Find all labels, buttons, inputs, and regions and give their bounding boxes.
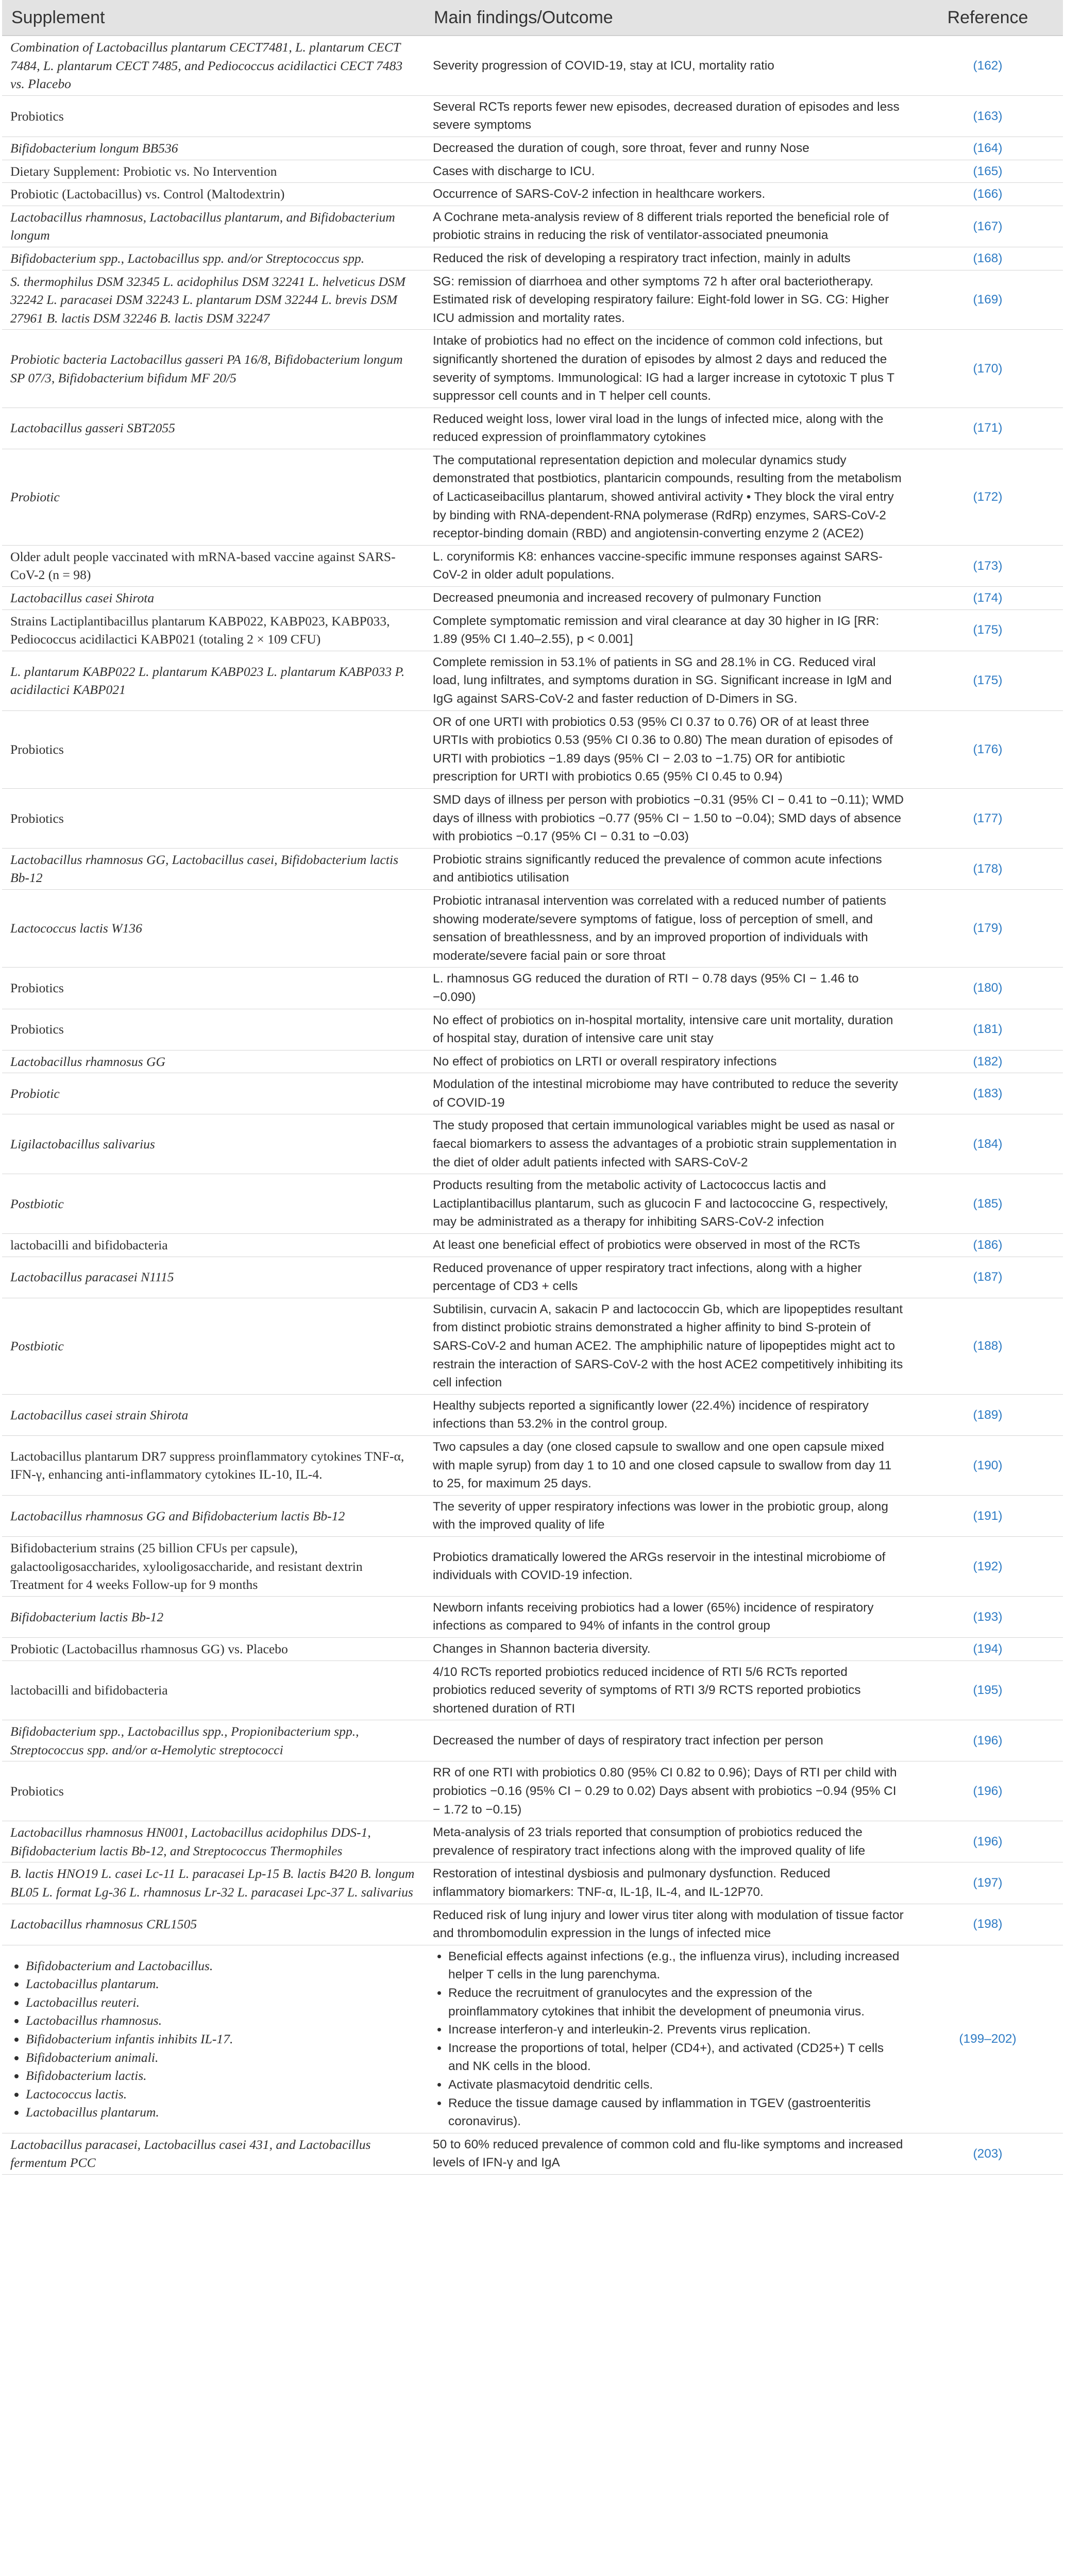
- supplement-cell: Lactobacillus rhamnosus CRL1505: [2, 1904, 425, 1945]
- reference-link[interactable]: (191): [973, 1509, 1003, 1523]
- reference-cell: [912, 545, 1063, 586]
- supplement-cell: Lactobacillus gasseri SBT2055: [2, 408, 425, 449]
- supplement-cell: Postbiotic: [2, 1174, 425, 1234]
- findings-cell: L. coryniformis K8: enhances vaccine-specific immune responses against SARS-CoV-2 in older adult populations.: [425, 545, 912, 586]
- reference-link[interactable]: (177): [973, 811, 1003, 825]
- reference-link[interactable]: (181): [973, 1022, 1003, 1037]
- table-row: [2, 587, 1063, 610]
- table-row: [2, 1596, 1063, 1637]
- reference-link[interactable]: (175): [973, 673, 1003, 688]
- supplement-cell: Bifidobacterium lactis Bb-12: [2, 1596, 425, 1637]
- header-reference: Reference: [912, 0, 1063, 36]
- findings-cell: The study proposed that certain immunological variables might be used as nasal or faecal biomarkers to assess the advantages of a probiotic strain supplementation in the diet of older adult patients infected with SARS-CoV-2: [425, 1114, 912, 1174]
- supplement-cell: B. lactis HNO19 L. casei Lc-11 L. paracasei Lp-15 B. lactis B420 B. longum BL05 L. format Lg-36 L. rhamnosus Lr-32 L. paracasei Lpc-37 L. salivarius: [2, 1862, 425, 1904]
- supplement-cell: Probiotics: [2, 1761, 425, 1821]
- reference-link[interactable]: (162): [973, 58, 1003, 73]
- supplement-cell: Bifidobacterium spp., Lactobacillus spp. and/or Streptococcus spp.: [2, 247, 425, 270]
- supplement-cell: lactobacilli and bifidobacteria: [2, 1234, 425, 1257]
- reference-cell: [912, 270, 1063, 330]
- reference-cell: [912, 408, 1063, 449]
- supplement-cell: Combination of Lactobacillus plantarum CECT7481, L. plantarum CECT 7484, L. plantarum CECT 7485, and Pediococcus acidilactici CECT 7483 vs. Placebo: [2, 36, 425, 95]
- supplement-list-item: • Bifidobacterium animali.: [26, 2048, 416, 2067]
- reference-cell: [912, 1495, 1063, 1536]
- table-row: [2, 330, 1063, 408]
- reference-link[interactable]: (164): [973, 141, 1003, 155]
- table-row: [2, 1073, 1063, 1114]
- reference-cell: [912, 1234, 1063, 1257]
- reference-link[interactable]: (198): [973, 1917, 1003, 1931]
- table-row: [2, 408, 1063, 449]
- table-row: [2, 95, 1063, 137]
- supplement-cell: Lactobacillus rhamnosus GG: [2, 1050, 425, 1073]
- reference-link[interactable]: (196): [973, 1835, 1003, 1849]
- findings-cell: Products resulting from the metabolic activity of Lactococcus lactis and Lactiplantibacillus plantarum, such as glucocin F and lactococcine G, respectively, may be administrated as a therapy for inhibiting SARS-CoV-2 infection: [425, 1174, 912, 1234]
- reference-link[interactable]: (185): [973, 1196, 1003, 1211]
- table-row: [2, 137, 1063, 160]
- reference-link[interactable]: (203): [973, 2146, 1003, 2161]
- reference-link[interactable]: (165): [973, 164, 1003, 178]
- reference-cell: [912, 36, 1063, 95]
- findings-cell: SMD days of illness per person with probiotics −0.31 (95% CI − 0.41 to −0.11); WMD days of illness with probiotics −0.77 (95% CI − 1.50 to −0.04); SMD days of absence with probiotics −0.17 (95% CI − 0.31 to −0.03): [425, 788, 912, 848]
- reference-cell: [912, 1596, 1063, 1637]
- reference-link[interactable]: (186): [973, 1238, 1003, 1252]
- reference-link[interactable]: (168): [973, 251, 1003, 265]
- reference-link[interactable]: (196): [973, 1734, 1003, 1748]
- reference-cell: [912, 968, 1063, 1009]
- header-supplement: Supplement: [2, 0, 425, 36]
- table-row: [2, 1009, 1063, 1050]
- findings-cell: Probiotics dramatically lowered the ARGs reservoir in the intestinal microbiome of individuals with COVID-19 infection.: [425, 1536, 912, 1596]
- reference-link[interactable]: (175): [973, 623, 1003, 637]
- findings-cell: Restoration of intestinal dysbiosis and pulmonary dysfunction. Reduced inflammatory biomarkers: TNF-α, IL-1β, IL-4, and IL-12P70.: [425, 1862, 912, 1904]
- reference-cell: [912, 1174, 1063, 1234]
- findings-list-item: • Reduce the recruitment of granulocytes and the expression of the proinflammatory cytokines that inhibit the development of pneumonia virus.: [448, 1984, 904, 2021]
- findings-cell: Probiotic strains significantly reduced the prevalence of common acute infections and antibiotics utilisation: [425, 848, 912, 889]
- findings-cell: [425, 1945, 912, 2133]
- reference-cell: [912, 587, 1063, 610]
- reference-link[interactable]: (196): [973, 1784, 1003, 1799]
- table-row: [2, 270, 1063, 330]
- reference-link[interactable]: (166): [973, 187, 1003, 201]
- table-header: [2, 0, 1063, 36]
- reference-cell: [912, 1073, 1063, 1114]
- reference-cell: [912, 788, 1063, 848]
- findings-cell: Reduced the risk of developing a respiratory tract infection, mainly in adults: [425, 247, 912, 270]
- reference-link[interactable]: (190): [973, 1458, 1003, 1472]
- reference-link[interactable]: (183): [973, 1087, 1003, 1101]
- table-row: [2, 710, 1063, 788]
- supplement-cell: Lactobacillus plantarum DR7 suppress proinflammatory cytokines TNF-α, IFN-γ, enhancing anti-inflammatory cytokines IL-10, IL-4.: [2, 1435, 425, 1495]
- supplement-cell: Bifidobacterium strains (25 billion CFUs per capsule), galactooligosaccharides, xylooligosaccharide, and resistant dextrin Treatment for 4 weeks Follow-up for 9 months: [2, 1536, 425, 1596]
- supplement-cell: [2, 1945, 425, 2133]
- findings-cell: Occurrence of SARS-CoV-2 infection in healthcare workers.: [425, 183, 912, 206]
- reference-link[interactable]: (167): [973, 219, 1003, 233]
- reference-cell: [912, 1009, 1063, 1050]
- findings-cell: L. rhamnosus GG reduced the duration of RTI − 0.78 days (95% CI − 1.46 to −0.090): [425, 968, 912, 1009]
- findings-cell: Decreased the duration of cough, sore throat, fever and runny Nose: [425, 137, 912, 160]
- findings-cell: RR of one RTI with probiotics 0.80 (95% CI 0.82 to 0.96); Days of RTI per child with probiotics −0.16 (95% CI − 0.29 to 0.02) Days absent with probiotics −0.94 (95% CI − 1.72 to −0.15): [425, 1761, 912, 1821]
- supplement-cell: Postbiotic: [2, 1298, 425, 1394]
- findings-list: [433, 1947, 904, 2131]
- table-row: [2, 1495, 1063, 1536]
- reference-cell: [912, 848, 1063, 889]
- reference-cell: [912, 889, 1063, 967]
- table-row: [2, 1257, 1063, 1298]
- table-body: [2, 36, 1063, 2174]
- table-row: [2, 1536, 1063, 1596]
- reference-link[interactable]: (187): [973, 1270, 1003, 1284]
- findings-cell: OR of one URTI with probiotics 0.53 (95% CI 0.37 to 0.76) OR of at least three URTIs with probiotics 0.53 (95% CI 0.36 to 0.80) The mean duration of episodes of URTI with probiotics −1.89 days (95% CI − 2.03 to −1.75) OR for antibiotic prescription for URTI with probiotics 0.65 (95% CI 0.45 to 0.94): [425, 710, 912, 788]
- reference-cell: [912, 1257, 1063, 1298]
- reference-link[interactable]: (199–202): [959, 2031, 1017, 2046]
- table-row: [2, 1862, 1063, 1904]
- table-row: [2, 1637, 1063, 1660]
- supplement-cell: Probiotics: [2, 1009, 425, 1050]
- supplement-cell: Probiotic (Lactobacillus) vs. Control (Maltodextrin): [2, 183, 425, 206]
- supplement-cell: Probiotics: [2, 968, 425, 1009]
- findings-cell: Reduced risk of lung injury and lower virus titer along with modulation of tissue factor and thrombomodulin expression in the lungs of infected mice: [425, 1904, 912, 1945]
- reference-cell: [912, 330, 1063, 408]
- reference-cell: [912, 1862, 1063, 1904]
- reference-cell: [912, 1435, 1063, 1495]
- probiotics-table: [2, 0, 1063, 2175]
- findings-cell: Decreased the number of days of respiratory tract infection per person: [425, 1720, 912, 1761]
- reference-link[interactable]: (178): [973, 861, 1003, 876]
- supplement-cell: Probiotic bacteria Lactobacillus gasseri PA 16/8, Bifidobacterium longum SP 07/3, Bifidobacterium bifidum MF 20/5: [2, 330, 425, 408]
- supplement-cell: Probiotic (Lactobacillus rhamnosus GG) vs. Placebo: [2, 1637, 425, 1660]
- findings-cell: Modulation of the intestinal microbiome may have contributed to reduce the severity of COVID-19: [425, 1073, 912, 1114]
- supplement-cell: Probiotics: [2, 710, 425, 788]
- reference-cell: [912, 449, 1063, 545]
- reference-link[interactable]: (188): [973, 1339, 1003, 1353]
- supplement-cell: Probiotics: [2, 95, 425, 137]
- table-row: [2, 968, 1063, 1009]
- table-row: [2, 1050, 1063, 1073]
- findings-cell: The computational representation depiction and molecular dynamics study demonstrated that postbiotics, plantaricin compounds, resulting from the metabolism of Lacticaseibacillus plantarum, showed antiviral activity • They block the viral entry by binding with RNA-dependent-RNA polymerase (RdRp) enzymes, SARS-CoV-2 receptor-binding domain (RBD) and angiotensin-converting enzyme 2 (ACE2): [425, 449, 912, 545]
- table-row: [2, 449, 1063, 545]
- table-row: [2, 183, 1063, 206]
- table-row: [2, 1660, 1063, 1720]
- reference-cell: [912, 1761, 1063, 1821]
- supplement-cell: Lactobacillus casei Shirota: [2, 587, 425, 610]
- table-row: [2, 545, 1063, 586]
- table-row: [2, 1821, 1063, 1862]
- findings-cell: At least one beneficial effect of probiotics were observed in most of the RCTs: [425, 1234, 912, 1257]
- findings-cell: No effect of probiotics on LRTI or overall respiratory infections: [425, 1050, 912, 1073]
- table-row: [2, 889, 1063, 967]
- reference-cell: [912, 1637, 1063, 1660]
- table-row: [2, 788, 1063, 848]
- table-row: [2, 1114, 1063, 1174]
- findings-cell: Reduced weight loss, lower viral load in the lungs of infected mice, along with the reduced expression of proinflammatory cytokines: [425, 408, 912, 449]
- supplement-cell: Lactobacillus casei strain Shirota: [2, 1394, 425, 1435]
- reference-link[interactable]: (174): [973, 591, 1003, 605]
- reference-link[interactable]: (179): [973, 921, 1003, 936]
- reference-link[interactable]: (172): [973, 490, 1003, 504]
- table-row: [2, 247, 1063, 270]
- supplement-cell: Probiotic: [2, 1073, 425, 1114]
- findings-cell: Probiotic intranasal intervention was correlated with a reduced number of patients showing moderate/severe symptoms of fatigue, loss of perception of smell, and sensation of breathlessness, and by an improved proportion of individuals with moderate/severe facial pain or sore throat: [425, 889, 912, 967]
- findings-cell: Subtilisin, curvacin A, sakacin P and lactococcin Gb, which are lipopeptides resultant from distinct probiotic strains demonstrated a higher affinity to bind S-protein of SARS-CoV-2 and human ACE2. The amphiphilic nature of lipopeptides might act to restrain the interaction of SARS-CoV-2 with the host ACE2 competitively inhibiting its cell infection: [425, 1298, 912, 1394]
- supplement-cell: Probiotics: [2, 788, 425, 848]
- supplement-cell: S. thermophilus DSM 32345 L. acidophilus DSM 32241 L. helveticus DSM 32242 L. paracasei DSM 32243 L. plantarum DSM 32244 L. brevis DSM 27961 B. lactis DSM 32246 B. lactis DSM 32247: [2, 270, 425, 330]
- table-row: [2, 1761, 1063, 1821]
- findings-cell: Two capsules a day (one closed capsule to swallow and one open capsule mixed with maple syrup) from day 1 to 10 and one closed capsule to swallow from day 11 to 25, for maximum 25 days.: [425, 1435, 912, 1495]
- supplement-cell: Ligilactobacillus salivarius: [2, 1114, 425, 1174]
- supplement-list-item: • Lactococcus lactis.: [26, 2085, 416, 2104]
- findings-cell: The severity of upper respiratory infections was lower in the probiotic group, along with the improved quality of life: [425, 1495, 912, 1536]
- supplement-cell: Dietary Supplement: Probiotic vs. No Intervention: [2, 160, 425, 183]
- findings-cell: 50 to 60% reduced prevalence of common cold and flu-like symptoms and increased levels of IFN-γ and IgA: [425, 2133, 912, 2174]
- findings-list-item: • Reduce the tissue damage caused by inflammation in TGEV (gastroenteritis coronavirus).: [448, 2094, 904, 2131]
- table-row: [2, 160, 1063, 183]
- supplement-cell: Bifidobacterium spp., Lactobacillus spp., Propionibacterium spp., Streptococcus spp. and/or α-Hemolytic streptococci: [2, 1720, 425, 1761]
- supplement-cell: lactobacilli and bifidobacteria: [2, 1660, 425, 1720]
- reference-link[interactable]: (173): [973, 558, 1003, 573]
- reference-link[interactable]: (169): [973, 293, 1003, 307]
- reference-link[interactable]: (193): [973, 1609, 1003, 1624]
- supplement-list-item: • Lactobacillus plantarum.: [26, 1975, 416, 1993]
- table-row: [2, 1394, 1063, 1435]
- table-row: [2, 1234, 1063, 1257]
- table-row: [2, 1174, 1063, 1234]
- findings-cell: Complete remission in 53.1% of patients in SG and 28.1% in CG. Reduced viral load, lung infiltrates, and symptoms duration in SG. Significant increase in IgM and IgG against SARS-CoV-2 and faster reduction of D-Dimers in SG.: [425, 651, 912, 710]
- reference-cell: [912, 247, 1063, 270]
- reference-cell: [912, 1050, 1063, 1073]
- reference-link[interactable]: (170): [973, 361, 1003, 376]
- supplement-list-item: • Lactobacillus plantarum.: [26, 2103, 416, 2122]
- table-row: [2, 1720, 1063, 1761]
- supplement-list-item: • Bifidobacterium and Lactobacillus.: [26, 1957, 416, 1975]
- reference-link[interactable]: (192): [973, 1559, 1003, 1573]
- header-findings: Main findings/Outcome: [425, 0, 912, 36]
- findings-cell: Severity progression of COVID-19, stay at ICU, mortality ratio: [425, 36, 912, 95]
- reference-cell: [912, 609, 1063, 651]
- findings-cell: Newborn infants receiving probiotics had a lower (65%) incidence of respiratory infections as compared to 94% of infants in the control group: [425, 1596, 912, 1637]
- findings-cell: Cases with discharge to ICU.: [425, 160, 912, 183]
- reference-cell: [912, 651, 1063, 710]
- supplement-list-item: • Bifidobacterium lactis.: [26, 2066, 416, 2085]
- findings-cell: Meta-analysis of 23 trials reported that consumption of probiotics reduced the prevalence of respiratory tract infections along with the improved quality of life: [425, 1821, 912, 1862]
- reference-link[interactable]: (189): [973, 1408, 1003, 1422]
- findings-cell: No effect of probiotics on in-hospital mortality, intensive care unit mortality, duration of hospital stay, duration of intensive care unit stay: [425, 1009, 912, 1050]
- reference-link[interactable]: (197): [973, 1876, 1003, 1890]
- reference-link[interactable]: (194): [973, 1641, 1003, 1656]
- reference-cell: [912, 206, 1063, 247]
- supplement-cell: Probiotic: [2, 449, 425, 545]
- reference-cell: [912, 137, 1063, 160]
- findings-list-item: • Increase interferon-γ and interleukin-2. Prevents virus replication.: [448, 2021, 904, 2039]
- reference-link[interactable]: (180): [973, 981, 1003, 995]
- table-row: [2, 1945, 1063, 2133]
- reference-link[interactable]: (176): [973, 742, 1003, 756]
- table-row: [2, 2133, 1063, 2174]
- reference-cell: [912, 1660, 1063, 1720]
- supplement-cell: Strains Lactiplantibacillus plantarum KABP022, KABP023, KABP033, Pediococcus acidilactici KABP021 (totaling 2 × 109 CFU): [2, 609, 425, 651]
- supplement-list-item: • Lactobacillus reuteri.: [26, 1993, 416, 2012]
- findings-cell: 4/10 RCTs reported probiotics reduced incidence of RTI 5/6 RCTs reported probiotics reduced severity of symptoms of RTI 3/9 RCTS reported probiotics shortened duration of RTI: [425, 1660, 912, 1720]
- reference-cell: [912, 710, 1063, 788]
- table-row: [2, 36, 1063, 95]
- supplement-cell: Lactobacillus rhamnosus GG and Bifidobacterium lactis Bb-12: [2, 1495, 425, 1536]
- table-row: [2, 651, 1063, 710]
- reference-cell: [912, 1904, 1063, 1945]
- supplement-cell: Older adult people vaccinated with mRNA-based vaccine against SARS-CoV-2 (n = 98): [2, 545, 425, 586]
- reference-cell: [912, 1821, 1063, 1862]
- findings-list-item: • Activate plasmacytoid dendritic cells.: [448, 2076, 904, 2094]
- reference-link[interactable]: (182): [973, 1054, 1003, 1069]
- reference-cell: [912, 1114, 1063, 1174]
- table-row: [2, 1904, 1063, 1945]
- findings-cell: SG: remission of diarrhoea and other symptoms 72 h after oral bacteriotherapy. Estimated risk of developing respiratory failure: Eight-fold lower in SG. CG: Higher ICU admission and mortality rates.: [425, 270, 912, 330]
- table-row: [2, 206, 1063, 247]
- table-row: [2, 1298, 1063, 1394]
- table-row: [2, 609, 1063, 651]
- supplement-cell: Lactobacillus rhamnosus GG, Lactobacillus casei, Bifidobacterium lactis Bb-12: [2, 848, 425, 889]
- supplement-cell: L. plantarum KABP022 L. plantarum KABP023 L. plantarum KABP033 P. acidilactici KABP021: [2, 651, 425, 710]
- findings-cell: Healthy subjects reported a significantly lower (22.4%) incidence of respiratory infections than 53.2% in the control group.: [425, 1394, 912, 1435]
- findings-cell: A Cochrane meta-analysis review of 8 different trials reported the beneficial role of probiotic strains in reducing the risk of ventilator-associated pneumonia: [425, 206, 912, 247]
- supplement-cell: Bifidobacterium longum BB536: [2, 137, 425, 160]
- reference-cell: [912, 2133, 1063, 2174]
- supplement-list-item: • Lactobacillus rhamnosus.: [26, 2011, 416, 2030]
- findings-cell: Intake of probiotics had no effect on the incidence of common cold infections, but significantly shortened the duration of episodes by almost 2 days and reduced the severity of symptoms. Immunological: IG had a larger increase in cytotoxic T plus T suppressor cell counts and in T helper cell counts.: [425, 330, 912, 408]
- supplement-cell: Lactobacillus rhamnosus HN001, Lactobacillus acidophilus DDS-1, Bifidobacterium lactis Bb-12, and Streptococcus Thermophiles: [2, 1821, 425, 1862]
- reference-link[interactable]: (171): [973, 421, 1003, 435]
- table-row: [2, 1435, 1063, 1495]
- reference-cell: [912, 95, 1063, 137]
- supplement-list-item: • Bifidobacterium infantis inhibits IL-17.: [26, 2030, 416, 2048]
- reference-link[interactable]: (195): [973, 1683, 1003, 1698]
- reference-cell: [912, 160, 1063, 183]
- reference-link[interactable]: (163): [973, 109, 1003, 123]
- reference-cell: [912, 1945, 1063, 2133]
- reference-cell: [912, 1298, 1063, 1394]
- findings-cell: Changes in Shannon bacteria diversity.: [425, 1637, 912, 1660]
- findings-cell: Reduced provenance of upper respiratory tract infections, along with a higher percentage of CD3 + cells: [425, 1257, 912, 1298]
- supplement-cell: Lactobacillus paracasei, Lactobacillus casei 431, and Lactobacillus fermentum PCC: [2, 2133, 425, 2174]
- supplement-cell: Lactobacillus rhamnosus, Lactobacillus plantarum, and Bifidobacterium longum: [2, 206, 425, 247]
- reference-cell: [912, 1536, 1063, 1596]
- findings-cell: Several RCTs reports fewer new episodes, decreased duration of episodes and less severe symptoms: [425, 95, 912, 137]
- supplement-cell: Lactococcus lactis W136: [2, 889, 425, 967]
- supplement-list: [10, 1957, 416, 2122]
- reference-cell: [912, 183, 1063, 206]
- reference-cell: [912, 1394, 1063, 1435]
- table-row: [2, 848, 1063, 889]
- findings-cell: Complete symptomatic remission and viral clearance at day 30 higher in IG [RR: 1.89 (95% CI 1.40–2.55), p < 0.001]: [425, 609, 912, 651]
- findings-list-item: • Increase the proportions of total, helper (CD4+), and activated (CD25+) T cells and NK cells in the blood.: [448, 2039, 904, 2076]
- findings-list-item: • Beneficial effects against infections (e.g., the influenza virus), including increased helper T cells in the lung parenchyma.: [448, 1947, 904, 1984]
- supplement-cell: Lactobacillus paracasei N1115: [2, 1257, 425, 1298]
- findings-cell: Decreased pneumonia and increased recovery of pulmonary Function: [425, 587, 912, 610]
- reference-cell: [912, 1720, 1063, 1761]
- reference-link[interactable]: (184): [973, 1137, 1003, 1151]
